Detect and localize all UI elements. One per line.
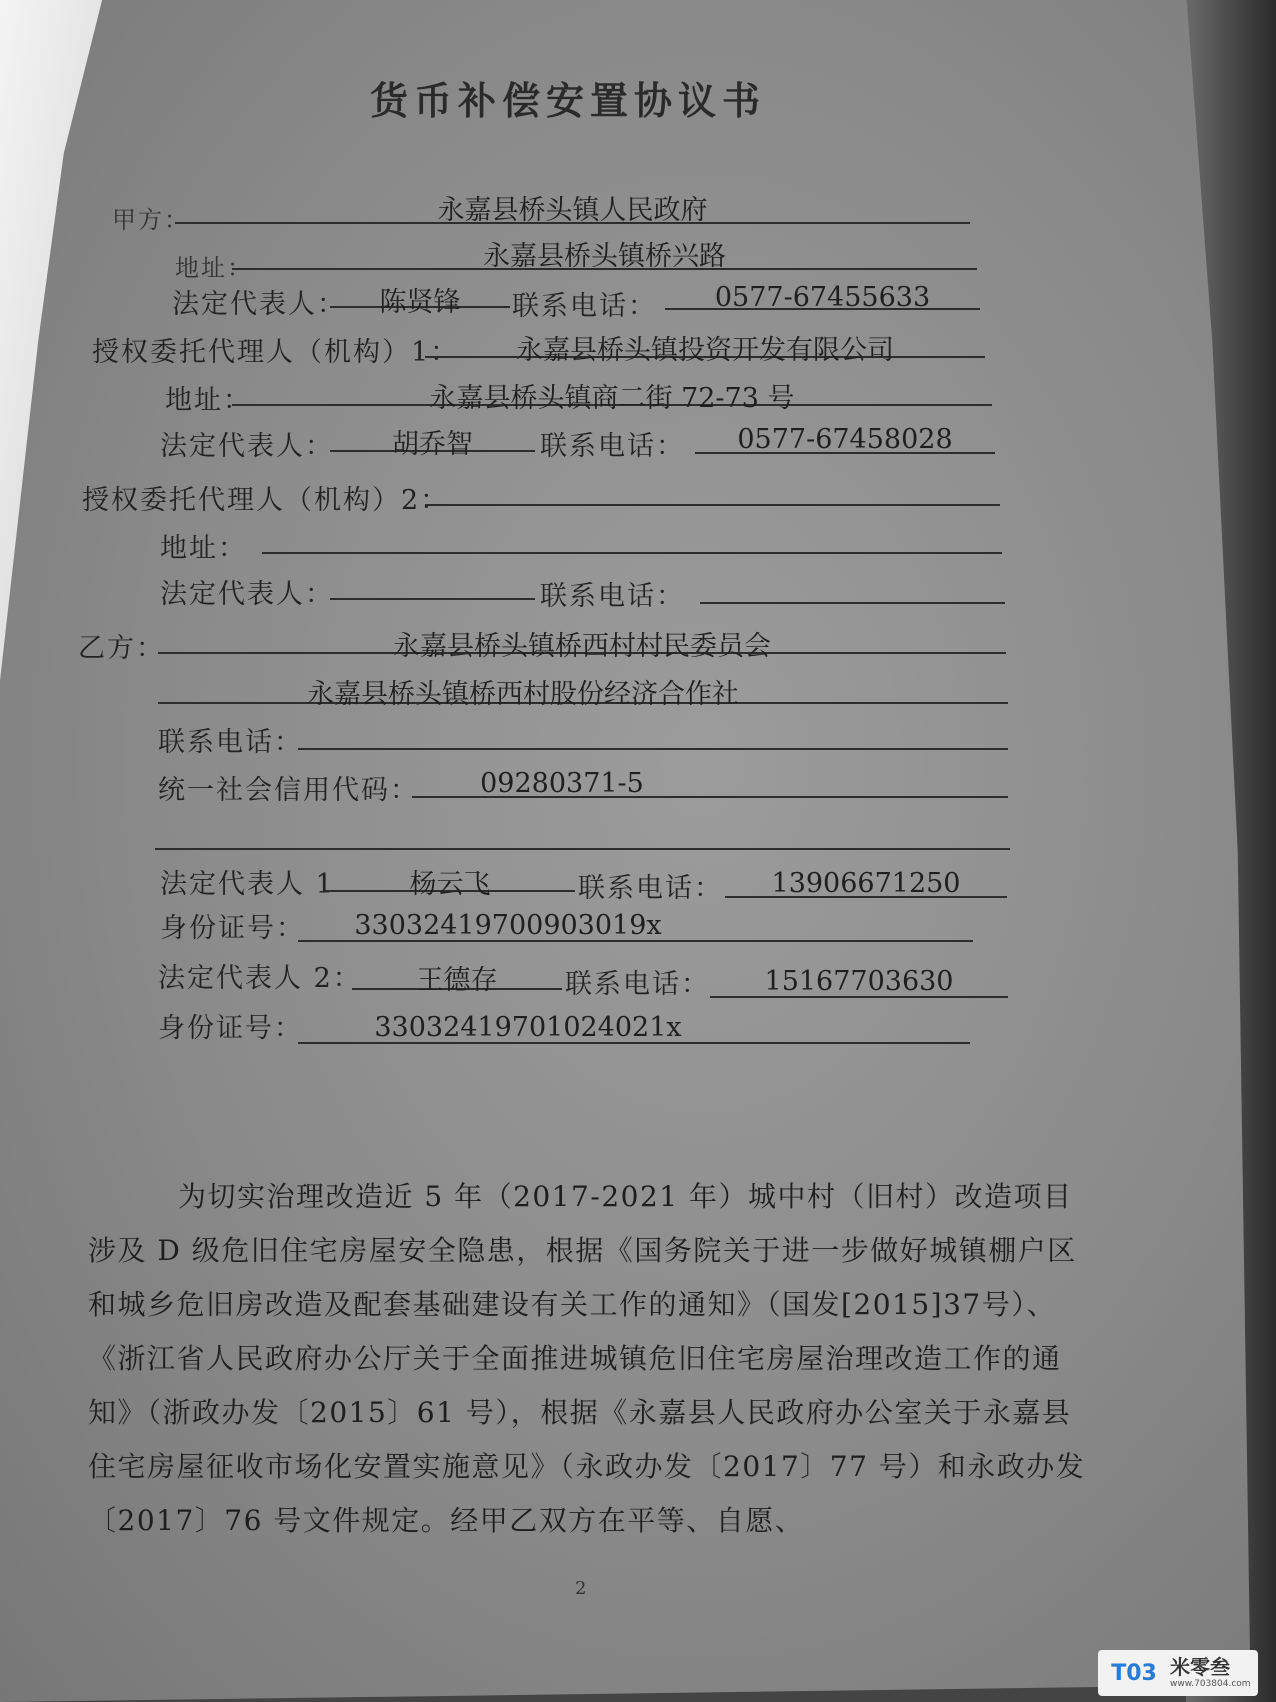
party-b-id2: 33032419701024021x xyxy=(374,1012,682,1043)
party-b-rep2: 王德存 xyxy=(416,965,498,996)
party-b-id1-label: 身份证号： xyxy=(160,913,305,944)
watermark-logo-icon: T03 xyxy=(1111,1660,1157,1686)
party-b-rep2-label: 法定代表人 2： xyxy=(158,963,362,994)
party-a-name: 永嘉县桥头镇人民政府 xyxy=(437,195,708,226)
party-a-address-label: 地址： xyxy=(175,254,253,282)
agent2-address-label: 地址： xyxy=(160,533,247,564)
agent2-address-line xyxy=(262,552,1002,554)
party-b-name-1: 永嘉县桥头镇桥西村村民委员会 xyxy=(393,631,771,662)
watermark-name: 米零叁 xyxy=(1170,1655,1230,1679)
party-a-label: 甲方： xyxy=(112,206,190,234)
agent1-name: 永嘉县桥头镇投资开发有限公司 xyxy=(516,335,894,366)
agent1-address: 永嘉县桥头镇商二街 72-73 号 xyxy=(429,383,795,414)
party-a-address: 永嘉县桥头镇桥兴路 xyxy=(483,241,726,272)
party-b-id1: 33032419700903019x xyxy=(354,910,662,941)
agent2-line xyxy=(425,504,1000,506)
agent1-phone-label: 联系电话： xyxy=(540,431,685,462)
agent2-phone-label: 联系电话： xyxy=(540,581,685,612)
party-b-credit: 09280371-5 xyxy=(480,768,644,799)
party-b-name-2: 永嘉县桥头镇桥西村股份经济合作社 xyxy=(307,679,739,710)
agreement-body-text: 为切实治理改造近 5 年（2017-2021 年）城中村（旧村）改造项目涉及 D 级危旧住宅房屋安全隐患，根据《国务院关于进一步做好城镇棚户区和城乡危旧房改造及配套基础建设有关工作的通知》（国发[2015]37号）、《浙江省人民政府办公厅关于全面推进城镇危旧住宅房屋治理改造工作的通知》（浙政办发〔2015〕61 号），根据《永嘉县人民政府办公室关于永嘉县住宅房屋征收市场化安置实施意见》（永政办发〔2017〕77 号）和永政办发〔2017〕76 号文件规定。经甲乙双方在平等、自愿、 xyxy=(88,1180,1086,1537)
party-b-rep1-label: 法定代表人 1 xyxy=(160,869,335,900)
party-b-rep1-phone-label: 联系电话： xyxy=(578,873,723,904)
page-number: 2 xyxy=(575,1578,587,1599)
party-b-credit-label: 统一社会信用代码： xyxy=(158,775,419,806)
agent1-label: 授权委托代理人（机构）1： xyxy=(92,337,460,368)
party-b-phone-label: 联系电话： xyxy=(158,727,303,758)
watermark-badge xyxy=(1098,1650,1258,1696)
party-b-rep2-phone: 15167703630 xyxy=(764,966,954,997)
party-b-rep1-phone: 13906671250 xyxy=(771,868,961,899)
party-b-label: 乙方： xyxy=(78,633,165,664)
party-a-phone-label: 联系电话： xyxy=(512,291,657,322)
watermark-url: www.703804.com xyxy=(1170,1679,1251,1689)
agent1-phone: 0577-67458028 xyxy=(737,424,953,455)
agent2-rep-line xyxy=(330,598,535,600)
party-a-phone: 0577-67455633 xyxy=(714,282,931,313)
agent1-rep: 胡乔智 xyxy=(392,429,473,460)
agent2-label: 授权委托代理人（机构）2： xyxy=(82,485,450,516)
party-b-id2-label: 身份证号： xyxy=(158,1013,303,1044)
document-title: 货币补偿安置协议书 xyxy=(370,78,767,123)
party-b-credit-line-2 xyxy=(155,848,1010,850)
agent2-rep-label: 法定代表人： xyxy=(160,579,334,610)
party-b-rep2-phone-label: 联系电话： xyxy=(565,969,710,1000)
watermark-text xyxy=(1170,1656,1251,1690)
party-a-rep-label: 法定代表人： xyxy=(172,289,346,320)
party-a-rep: 陈贤锋 xyxy=(379,287,461,318)
party-b-phone-line xyxy=(298,748,1008,750)
party-b-rep1: 杨云飞 xyxy=(409,869,491,900)
agent2-phone-line xyxy=(700,602,1005,604)
agent1-rep-label: 法定代表人： xyxy=(160,431,334,462)
agent1-address-label: 地址： xyxy=(165,385,252,416)
